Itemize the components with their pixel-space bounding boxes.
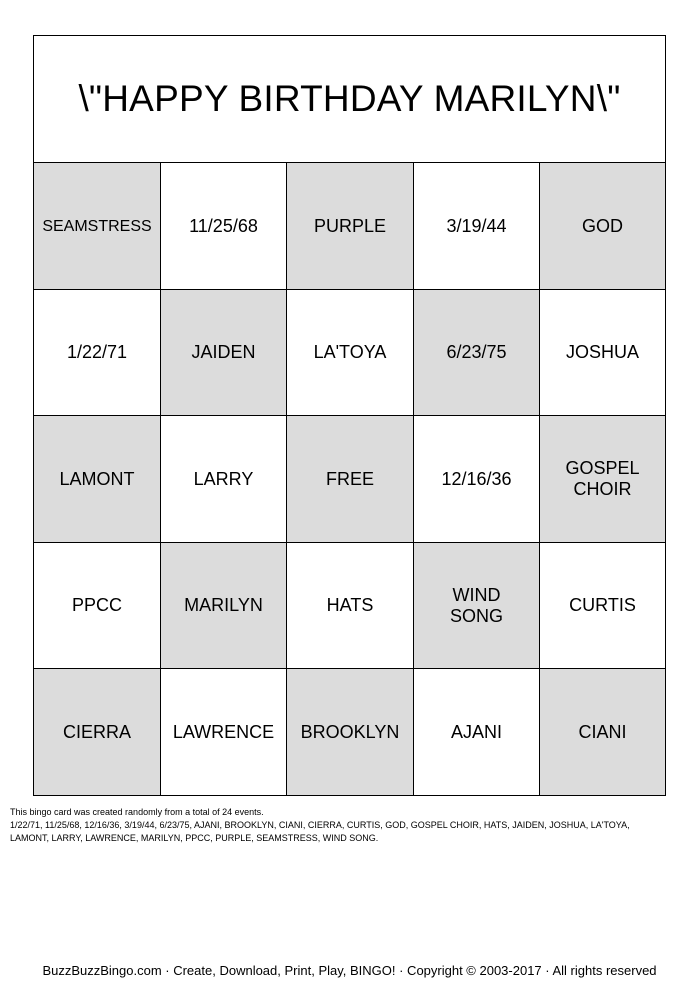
card-title: \"HAPPY BIRTHDAY MARILYN\" — [34, 36, 665, 163]
bingo-cell-r4c2: MARILYN — [161, 543, 287, 669]
bingo-cell-r2c1: 1/22/71 — [34, 290, 161, 416]
bingo-cell-r3c5: GOSPEL CHOIR — [540, 416, 665, 543]
bingo-card — [33, 35, 666, 796]
bingo-cell-r3c2: LARRY — [161, 416, 287, 543]
bingo-cell-r2c3: LA'TOYA — [287, 290, 414, 416]
info-summary: This bingo card was created randomly from a total of 24 events. — [10, 807, 264, 817]
bingo-cell-r5c5: CIANI — [540, 669, 665, 795]
bingo-cell-r1c1: SEAMSTRESS — [34, 163, 161, 290]
bingo-cell-r5c2: LAWRENCE — [161, 669, 287, 795]
bingo-cell-r4c5: CURTIS — [540, 543, 665, 669]
bingo-cell-r4c3: HATS — [287, 543, 414, 669]
bingo-cell-r5c1: CIERRA — [34, 669, 161, 795]
bingo-cell-r2c5: JOSHUA — [540, 290, 665, 416]
info-events-line-2: LAMONT, LARRY, LAWRENCE, MARILYN, PPCC, PURPLE, SEAMSTRESS, WIND SONG. — [10, 833, 379, 843]
bingo-cell-r3c1: LAMONT — [34, 416, 161, 543]
bingo-cell-r3c4: 12/16/36 — [414, 416, 540, 543]
card-info — [10, 806, 690, 845]
bingo-cell-r2c2: JAIDEN — [161, 290, 287, 416]
info-events-line-1: 1/22/71, 11/25/68, 12/16/36, 3/19/44, 6/23/75, AJANI, BROOKLYN, CIANI, CIERRA, CURTIS, GOD, GOSPEL CHOIR, HATS, JAIDEN, JOSHUA, LA'TOYA, — [10, 820, 630, 830]
bingo-cell-r1c3: PURPLE — [287, 163, 414, 290]
bingo-cell-r4c4: WIND SONG — [414, 543, 540, 669]
bingo-cell-r4c1: PPCC — [34, 543, 161, 669]
copyright-footer: BuzzBuzzBingo.com · Create, Download, Print, Play, BINGO! · Copyright © 2003-2017 · All rights reserved — [42, 963, 657, 978]
bingo-grid — [34, 163, 665, 795]
bingo-cell-r5c4: AJANI — [414, 669, 540, 795]
bingo-cell-r5c3: BROOKLYN — [287, 669, 414, 795]
bingo-cell-free: FREE — [287, 416, 414, 543]
bingo-cell-r2c4: 6/23/75 — [414, 290, 540, 416]
bingo-cell-r1c4: 3/19/44 — [414, 163, 540, 290]
bingo-cell-r1c5: GOD — [540, 163, 665, 290]
bingo-cell-r1c2: 11/25/68 — [161, 163, 287, 290]
